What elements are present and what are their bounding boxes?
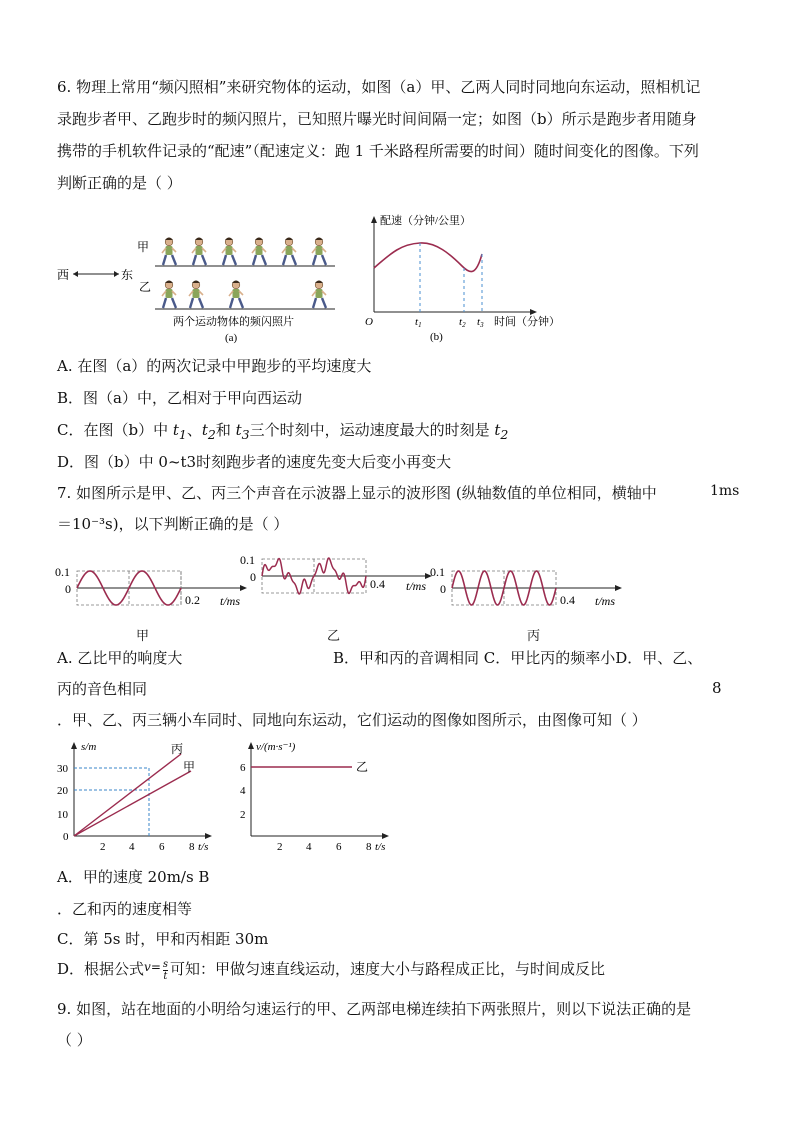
svg-text:8: 8 xyxy=(366,841,372,853)
q6-option-b: B．图（a）中，乙相对于甲向西运动 xyxy=(57,389,302,407)
svg-text:2: 2 xyxy=(277,841,283,853)
svg-text:0.1: 0.1 xyxy=(240,553,255,567)
fig-b-origin: O xyxy=(365,316,373,328)
svg-text:0.1: 0.1 xyxy=(430,565,445,579)
wave-bing xyxy=(430,552,630,617)
svg-text:4: 4 xyxy=(240,785,246,797)
runner-figure xyxy=(222,238,236,266)
q9-stem-line-2: （ ） xyxy=(57,1031,92,1049)
fig-a-caption: 两个运动物体的频闪照片 xyxy=(173,316,294,328)
svg-text:8: 8 xyxy=(189,841,195,853)
fig-b-xlabel: 时间（分钟） xyxy=(494,316,560,328)
svg-text:0.2: 0.2 xyxy=(185,593,200,607)
svg-text:t/ms: t/ms xyxy=(220,594,241,608)
svg-text:0: 0 xyxy=(250,570,256,584)
svg-text:0: 0 xyxy=(440,582,446,596)
fig-b-ylabel: 配速（分钟/公里） xyxy=(380,215,472,227)
wave-jia xyxy=(55,552,255,617)
q8-vt-chart xyxy=(234,738,404,858)
wave-caption-yi: 乙 xyxy=(327,629,341,644)
q8-st-chart xyxy=(57,738,227,858)
fig-b-tick-t1: t1 xyxy=(415,316,422,329)
q6-figure-b xyxy=(362,210,597,345)
fig-a-label-jia: 甲 xyxy=(137,240,150,254)
yi-runner-group xyxy=(162,281,326,309)
svg-text:0.4: 0.4 xyxy=(560,593,575,607)
svg-text:2: 2 xyxy=(240,809,246,821)
svg-text:30: 30 xyxy=(57,763,68,775)
svg-text:0: 0 xyxy=(65,582,71,596)
fig-a-east: 东 xyxy=(121,268,134,282)
wave-caption-bing: 丙 xyxy=(527,629,541,644)
q6-option-c: C．在图（b）中 $t_1$、$t_2$和 $t_3$三个时刻中，运动速度最大的时刻是 $t_2$ xyxy=(57,421,509,442)
runner-figure xyxy=(192,238,206,266)
svg-text:0.1: 0.1 xyxy=(55,565,70,579)
q6-option-d: D．图（b）中 0~t3时刻跑步者的速度先变大后变小再变大 xyxy=(57,453,452,471)
svg-text:2: 2 xyxy=(100,841,106,853)
runner-figure xyxy=(162,238,176,266)
svg-text:4: 4 xyxy=(306,841,312,853)
svg-text:t/s: t/s xyxy=(198,841,209,853)
fig-b-sublabel: (b) xyxy=(430,331,443,343)
q7-stem-unit: 1ms xyxy=(710,483,740,499)
q8-option-c: C．第 5s 时，甲和丙相距 30m xyxy=(57,930,269,948)
q6-stem-line-4: 判断正确的是（ ） xyxy=(57,174,182,192)
svg-text:乙: 乙 xyxy=(356,760,369,774)
fig-a-sublabel: (a) xyxy=(225,332,238,344)
line-bing xyxy=(74,754,181,836)
svg-text:6: 6 xyxy=(159,841,165,853)
svg-text:0.4: 0.4 xyxy=(370,577,385,591)
pace-curve xyxy=(374,243,482,272)
wave-yi xyxy=(240,546,440,611)
runner-figure xyxy=(162,281,176,309)
fig-a-west: 西 xyxy=(57,268,70,282)
runner-figure xyxy=(312,238,326,266)
svg-text:0: 0 xyxy=(63,831,69,843)
q8-number: 8 xyxy=(712,679,722,697)
svg-text:6: 6 xyxy=(240,762,246,774)
q9-stem-line-1: 9. 如图，站在地面的小明给匀速运行的甲、乙两部电梯连续拍下两张照片，则以下说法正确的是 xyxy=(57,1000,692,1018)
runner-figure xyxy=(282,238,296,266)
q6-figure-a xyxy=(55,215,345,350)
runner-figure xyxy=(252,238,266,266)
q7-option-bcd: B．甲和丙的音调相同 C．甲比丙的频率小D．甲、乙、 xyxy=(333,649,703,667)
q8-option-a: A．甲的速度 20m/s B xyxy=(57,868,210,886)
runner-figure xyxy=(312,281,326,309)
runner-figure xyxy=(229,281,243,309)
svg-text:6: 6 xyxy=(336,841,342,853)
svg-text:甲: 甲 xyxy=(183,760,196,774)
svg-text:20: 20 xyxy=(57,785,68,797)
svg-text:s/m: s/m xyxy=(81,741,97,753)
fig-a-label-yi: 乙 xyxy=(139,280,152,294)
line-jia xyxy=(74,771,191,836)
svg-text:丙: 丙 xyxy=(171,742,184,756)
q6-option-a: A. 在图（a）的两次记录中甲跑步的平均速度大 xyxy=(57,357,372,375)
svg-text:t/s: t/s xyxy=(375,841,386,853)
svg-text:4: 4 xyxy=(129,841,135,853)
svg-text:t/ms: t/ms xyxy=(595,594,616,608)
svg-text:v/(m·s⁻¹): v/(m·s⁻¹) xyxy=(256,741,296,753)
q6-stem-line-3: 携带的手机软件记录的“配速”（配速定义：跑 1 千米路程所需要的时间）随时间变化的图像。下列 xyxy=(57,142,699,160)
q8-option-b: ．乙和丙的速度相等 xyxy=(57,900,193,918)
q7-stem-line-2: ＝10⁻³s)，以下判断正确的是（ ） xyxy=(57,515,289,533)
svg-text:t/ms: t/ms xyxy=(406,579,427,593)
runner-figure xyxy=(189,281,203,309)
jia-runner-group xyxy=(162,238,326,266)
q7-stem-line-1: 7. 如图所示是甲、乙、丙三个声音在示波器上显示的波形图 (纵轴数值的单位相同，横轴中 xyxy=(57,484,657,502)
q7-option-a: A. 乙比甲的响度大 xyxy=(57,649,183,667)
q7-option-d-cont: 丙的音色相同 xyxy=(57,680,148,698)
fig-b-tick-t2: t2 xyxy=(459,316,466,329)
fig-b-tick-t3: t3 xyxy=(477,316,484,329)
q8-stem: ．甲、乙、丙三辆小车同时、同地向东运动，它们运动的图像如图所示，由图像可知（ ） xyxy=(57,711,647,729)
svg-text:10: 10 xyxy=(57,809,68,821)
q6-stem-line-1: 6. 物理上常用“频闪照相”来研究物体的运动，如图（a）甲、乙两人同时同地向东运动，照相机记 xyxy=(57,78,701,96)
wave-caption-jia: 甲 xyxy=(136,629,150,644)
q8-option-d: D．根据公式$^{v=}$ $\frac{s}{t}$ 可知：甲做匀速直线运动，速度大小与路程成正比，与时间成反比 xyxy=(57,958,606,982)
q6-stem-line-2: 录跑步者甲、乙跑步时的频闪照片，已知照片曝光时间间隔一定；如图（b）所示是跑步者用随身 xyxy=(57,110,697,128)
